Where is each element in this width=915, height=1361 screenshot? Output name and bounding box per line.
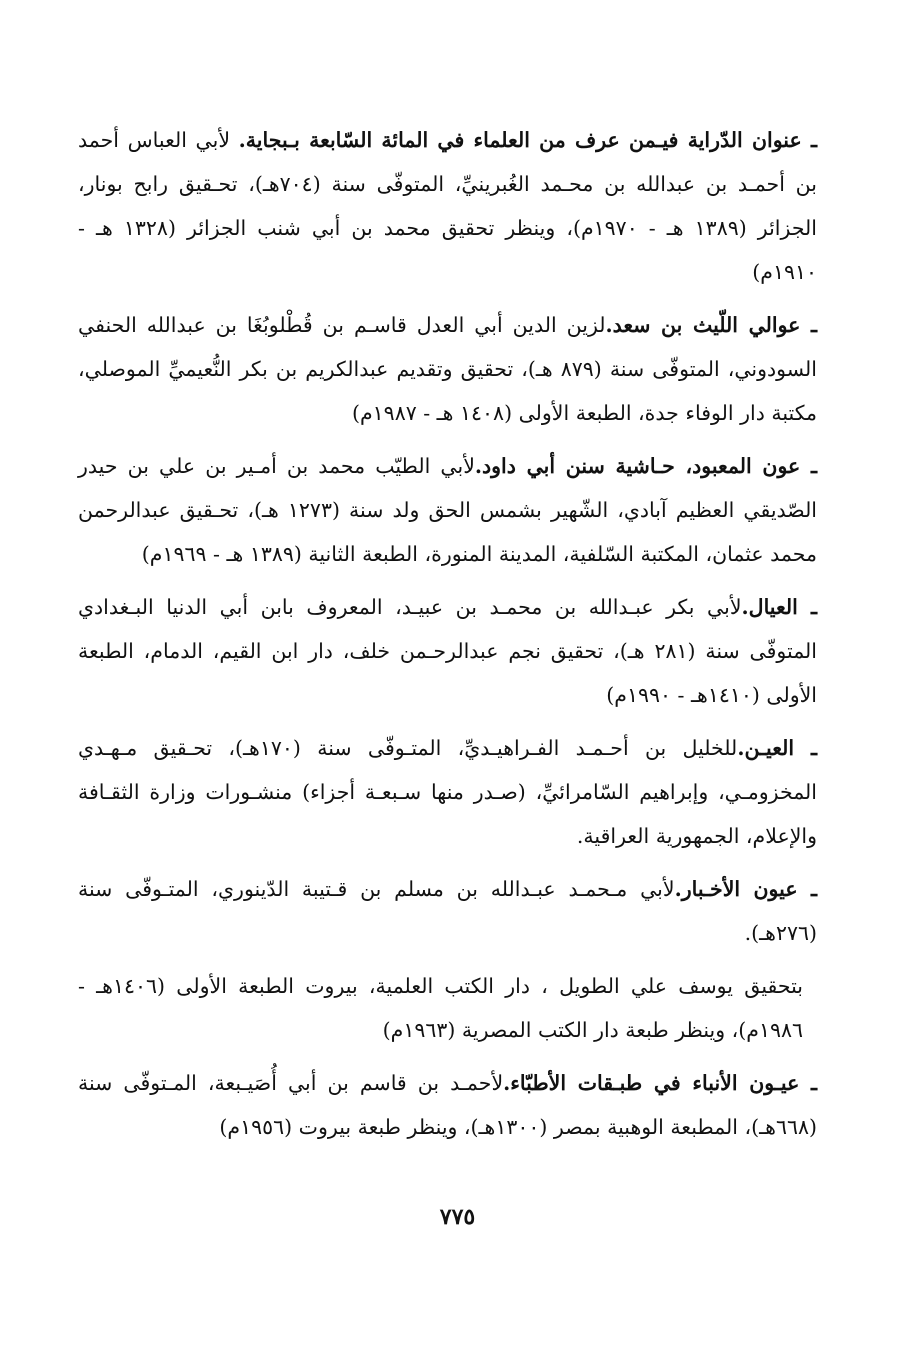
entry-body: لأبي مـحمـد عبـدالله بن مسلم بن قـتيبة الدّينوري، المتـوفّى سنة (٢٧٦هـ). bbox=[78, 877, 817, 945]
entry-body: لأبي الطيّب محمد بن أمـير بن علي بن حيدر الصّديقي العظيم آبادي، الشّهير بشمس الحق ولد سنة (١٢٧٣ هـ)، تحـقيق عبدالرحمن محمد عثمان، المكتبة السّلفية، المدينة المنورة، الطبعة الثانية (١٣٨٩ هـ - ١٩٦٩م) bbox=[78, 454, 818, 566]
entry-title: ـ العيـن. bbox=[737, 736, 817, 760]
bibliography-entry bbox=[78, 303, 817, 435]
bibliography-entry bbox=[78, 726, 817, 858]
bibliography-entry bbox=[78, 1061, 817, 1149]
entry-body: لزين الدين أبي العدل قاسـم بن قُطْلوبُغَا بن عبدالله الحنفي السودوني، المتوفّى سنة (٨٧٩ هـ)، تحقيق وتقديم عبدالكريم بن بكر النُّعيميِّ الموصلي، مكتبة دار الوفاء جدة، الطبعة الأولى (١٤٠٨ هـ - ١٩٨٧م) bbox=[78, 313, 817, 425]
bibliography-entry bbox=[78, 585, 817, 717]
entry-body: للخليل بن أحـمـد الفـراهيـديِّ، المتـوفّى سنة (١٧٠هـ)، تحـقيق مـهـدي المخزومـي، وإبراهيم السّامرائيِّ، (صـدر منها سـبعـة أجزاء) منشـورات وزارة الثقـافة والإعلام، الجمهورية العراقية. bbox=[78, 736, 817, 848]
entry-title: ـ عون المعبود، حـاشية سنن أبي داود. bbox=[474, 454, 817, 478]
entry-body: لأحمـد بن قاسم بن أبي أُصَيـبعة، المـتوفّى سنة (٦٦٨هـ)، المطبعة الوهبية بمصر (١٣٠٠هـ)، وينظر طبعة بيروت (١٩٥٦م) bbox=[78, 1071, 817, 1139]
entry-title: ـ العيال. bbox=[741, 595, 817, 619]
entry-title: ـ عنوان الدّراية فيـمن عرف من العلماء في المائة السّابعة بـبجاية. bbox=[238, 128, 817, 152]
entry-body: بتحقيق يوسف علي الطويل ، دار الكتب العلمية، بيروت الطبعة الأولى (١٤٠٦هـ - ١٩٨٦م)، وينظر طبعة دار الكتب المصرية (١٩٦٣م) bbox=[78, 974, 803, 1042]
bibliography-entry bbox=[78, 118, 817, 294]
entry-title: ـ عيـون الأنباء في طبـقات الأطبّاء. bbox=[503, 1071, 817, 1095]
bibliography-entry bbox=[78, 444, 817, 576]
entry-title: ـ عيون الأخـبار. bbox=[674, 877, 817, 901]
entry-body: لأبي العباس أحمد بن أحمـد بن عبدالله بن محـمد الغُبرينيِّ، المتوفّى سنة (٧٠٤هـ)، تحـقيق رابح بونار، الجزائر (١٣٨٩ هـ - ١٩٧٠م)، وينظر تحقيق محمد بن أبي شنب الجزائر (١٣٢٨ هـ - ١٩١٠م) bbox=[78, 128, 817, 284]
entry-title: ـ عوالي اللّيث بن سعد. bbox=[605, 313, 817, 337]
entry-body: لأبي بكر عبـدالله بن محمـد بن عبيـد، المعروف بابن أبي الدنيا البـغدادي المتوفّى سنة (٢٨١ هـ)، تحقيق نجم عبدالرحـمن خلف، دار ابن القيم، الدمام، الطبعة الأولى (١٤١٠هـ - ١٩٩٠م) bbox=[78, 595, 817, 707]
page-number: ٧٧٥ bbox=[439, 1204, 476, 1230]
bibliography-entry bbox=[78, 867, 817, 955]
bibliography-note bbox=[78, 964, 817, 1052]
